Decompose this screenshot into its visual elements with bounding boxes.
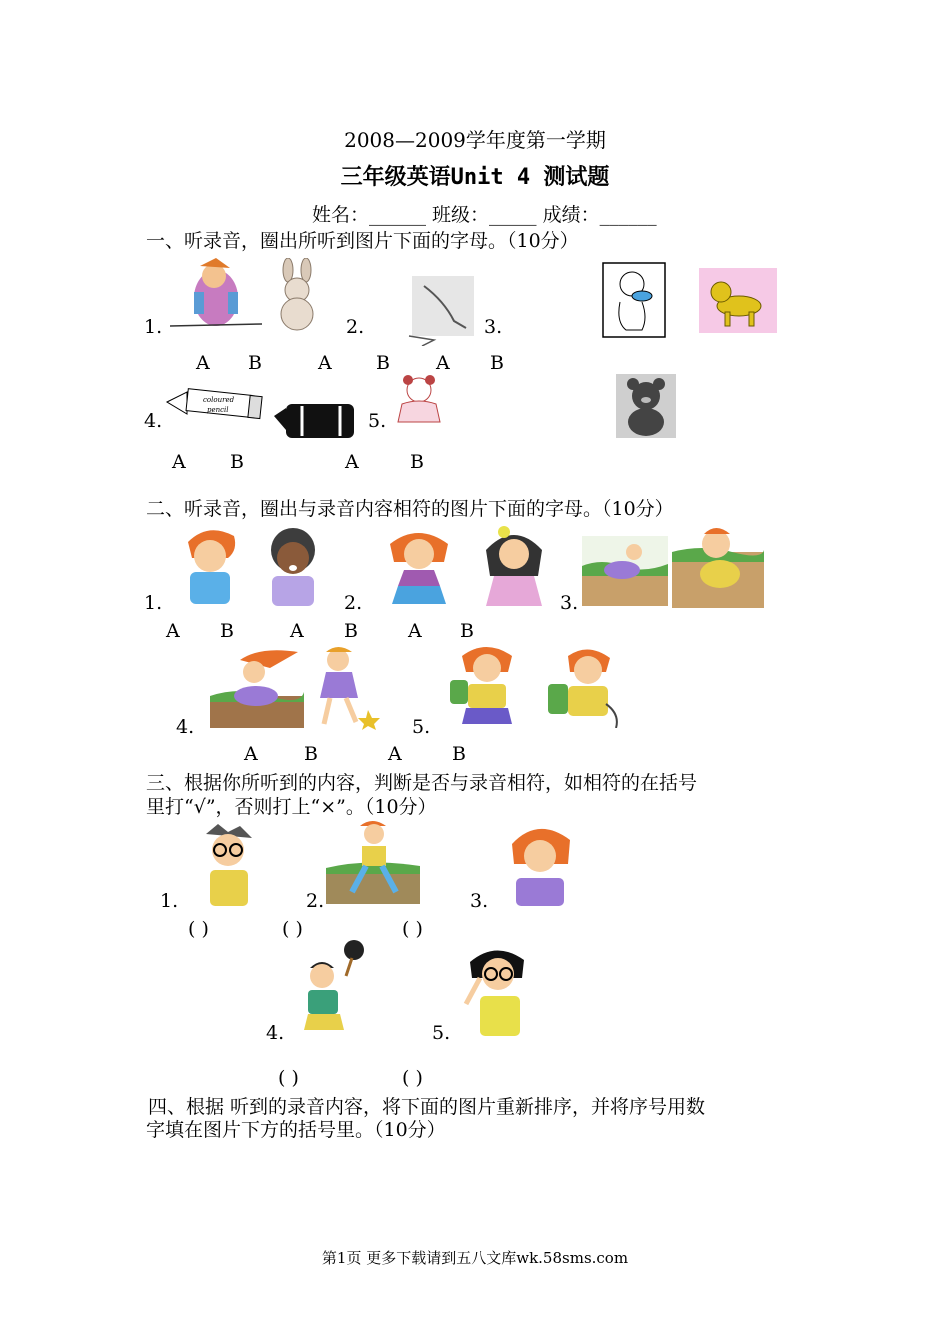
s2-3-choice-a: A (408, 620, 422, 642)
s3-item-2-number: 2. (306, 890, 325, 912)
boy-ears-picture (262, 524, 324, 606)
s2-1-choice-b: B (220, 620, 234, 642)
s3-answer-2[interactable]: ( ) (282, 918, 303, 940)
boy-pointing-picture (178, 522, 242, 606)
s3-item-5-number: 5. (432, 1022, 451, 1044)
section1-heading: 一、听录音，圈出所听到图片下面的字母。（10分） (146, 230, 579, 252)
s1-3-choice-a: A (436, 352, 450, 374)
girl-falling-picture (306, 644, 380, 730)
s2-item-2-number: 2. (344, 592, 363, 614)
s1-5-choice-a: A (345, 451, 359, 473)
girl-scarf-picture (384, 522, 454, 606)
s3-answer-5[interactable]: ( ) (402, 1067, 423, 1089)
s2-item-4-number: 4. (176, 716, 195, 738)
page-footer: 第1页 更多下载请到五八文库wk.58sms.com (321, 1249, 629, 1267)
test-title: 三年级英语Unit 4 测试题 (340, 165, 610, 190)
crayon-picture (272, 400, 360, 444)
section4-heading-line1: 四、根据 听到的录音内容，将下面的图片重新排序，并将序号用数 (148, 1096, 706, 1118)
girl-touch-ground-picture (582, 536, 668, 606)
s1-1-choice-b: B (248, 352, 262, 374)
s1-item-4-number: 4. (144, 410, 163, 432)
term-title: 2008—2009学年度第一学期 (344, 128, 606, 152)
teddy-bear-picture (616, 374, 676, 438)
pencil-label-1: coloured (203, 396, 235, 404)
girl-nose-picture (476, 520, 552, 606)
section4-heading-line2: 字填在图片下方的括号里。（10分） (146, 1119, 446, 1141)
section2-heading: 二、听录音，圈出与录音内容相符的图片下面的字母。（10分） (146, 498, 674, 520)
coloured-pencil-picture (165, 384, 265, 426)
s3-answer-4[interactable]: ( ) (278, 1067, 299, 1089)
duck-picture (602, 262, 666, 338)
s3-item-1-number: 1. (160, 890, 179, 912)
boy-bending-picture (326, 818, 420, 904)
s1-3-choice-b: B (490, 352, 504, 374)
s2-4-choice-a: A (244, 743, 258, 765)
s2-item-5-number: 5. (412, 716, 431, 738)
s1-item-5-number: 5. (368, 410, 387, 432)
boy-knee-picture (672, 522, 764, 608)
s1-2-choice-a: A (318, 352, 332, 374)
rabbit-picture (270, 258, 328, 332)
s1-5-choice-b: B (410, 451, 424, 473)
girl-backpack-picture (444, 640, 530, 730)
clown-picture (170, 256, 262, 334)
s3-item-3-number: 3. (470, 890, 489, 912)
s2-5-choice-b: B (452, 743, 466, 765)
girl-sitting-picture (210, 646, 304, 728)
section3-heading-line2: 里打“√”，否则打上“×”。（10分） (146, 796, 437, 818)
s2-4-choice-b: B (304, 743, 318, 765)
s2-item-3-number: 3. (560, 592, 579, 614)
girl-eyes-picture (498, 820, 582, 906)
s1-item-1-number: 1. (144, 316, 163, 338)
boy-glasses-ear-picture (458, 944, 534, 1038)
panda-doll-picture (390, 374, 448, 428)
s2-3-choice-b: B (460, 620, 474, 642)
s3-answer-3[interactable]: ( ) (402, 918, 423, 940)
boy-backpack-picture (546, 644, 626, 728)
s1-item-2-number: 2. (346, 316, 365, 338)
s1-item-3-number: 3. (484, 316, 503, 338)
s2-2-choice-b: B (344, 620, 358, 642)
s3-item-4-number: 4. (266, 1022, 285, 1044)
s2-item-1-number: 1. (144, 592, 163, 614)
s2-2-choice-a: A (290, 620, 304, 642)
section3-heading-line1: 三、根据你所听到的内容，判断是否与录音相符，如相符的在括号 (146, 772, 698, 794)
s3-answer-1[interactable]: ( ) (188, 918, 209, 940)
student-info: 姓名：______ 班级：_____ 成绩：______ (312, 204, 657, 226)
sketch-picture (404, 276, 476, 346)
boy-racket-picture (300, 940, 366, 1036)
dog-picture (699, 268, 777, 333)
s1-4-choice-a: A (172, 451, 186, 473)
boy-glasses-head-picture (198, 824, 260, 906)
s2-5-choice-a: A (388, 743, 402, 765)
s1-2-choice-b: B (376, 352, 390, 374)
s1-1-choice-a: A (196, 352, 210, 374)
s2-1-choice-a: A (166, 620, 180, 642)
pencil-label-2: pencil (207, 406, 229, 414)
s1-4-choice-b: B (230, 451, 244, 473)
